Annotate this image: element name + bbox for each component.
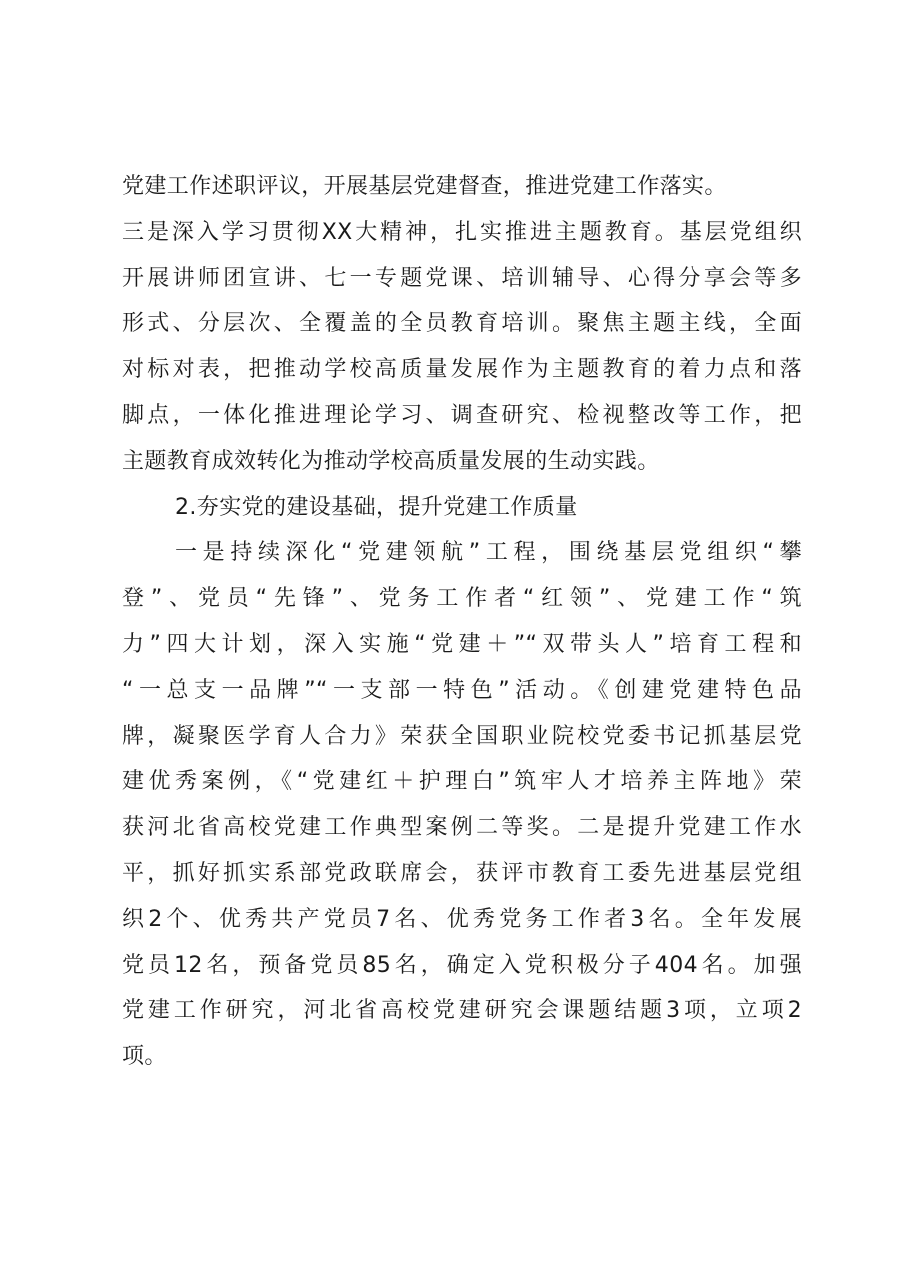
section-heading [122, 485, 802, 531]
text-line: 项。 [122, 1044, 167, 1070]
text-line: 党建工作研究，河北省高校党建研究会课题结题3项，立项2 [122, 998, 802, 1024]
text-line: 获河北省高校党建工作典型案例二等奖。二是提升党建工作水 [122, 815, 802, 841]
text-line: 一是持续深化“党建领航”工程，围绕基层党组织“攀 [175, 540, 802, 566]
text-line: 织2个、优秀共产党员7名、优秀党务工作者3名。全年发展 [122, 906, 802, 932]
text-line: 形式、分层次、全覆盖的全员教育培训。聚焦主题主线，全面 [122, 311, 802, 337]
paragraph-party-building [122, 530, 802, 1080]
text-line: 党员12名，预备党员85名，确定入党积极分子404名。加强 [122, 952, 802, 978]
section-heading-text: 2.夯实党的建设基础，提升党建工作质量 [175, 494, 578, 520]
text-line: 开展讲师团宣讲、七一专题党课、培训辅导、心得分享会等多 [122, 265, 802, 291]
text-line: 对标对表，把推动学校高质量发展作为主题教育的着力点和落 [122, 357, 802, 383]
text-line: 牌，凝聚医学育人合力》荣获全国职业院校党委书记抓基层党 [122, 723, 802, 749]
paragraph-continuation [122, 164, 802, 210]
text-line: 主题教育成效转化为推动学校高质量发展的生动实践。 [122, 448, 660, 474]
text-line: 脚点，一体化推进理论学习、调查研究、检视整改等工作，把 [122, 402, 802, 428]
text-line: 力”四大计划，深入实施“党建＋”“双带头人”培育工程和 [122, 631, 802, 657]
text-line: “一总支一品牌”“一支部一特色”活动。《创建党建特色品 [122, 677, 802, 703]
text-line: 平，抓好抓实系部党政联席会，获评市教育工委先进基层党组 [122, 860, 802, 886]
paragraph-study-education [122, 210, 802, 485]
text-line: 党建工作述职评议，开展基层党建督查，推进党建工作落实。 [122, 174, 727, 199]
text-line: 登”、党员“先锋”、党务工作者“红领”、党建工作“筑 [122, 586, 802, 612]
document-body [122, 164, 802, 1080]
text-line: 建优秀案例，《“党建红＋护理白”筑牢人才培养主阵地》荣 [122, 769, 802, 795]
text-line: 三是深入学习贯彻XX大精神，扎实推进主题教育。基层党组织 [122, 219, 802, 245]
